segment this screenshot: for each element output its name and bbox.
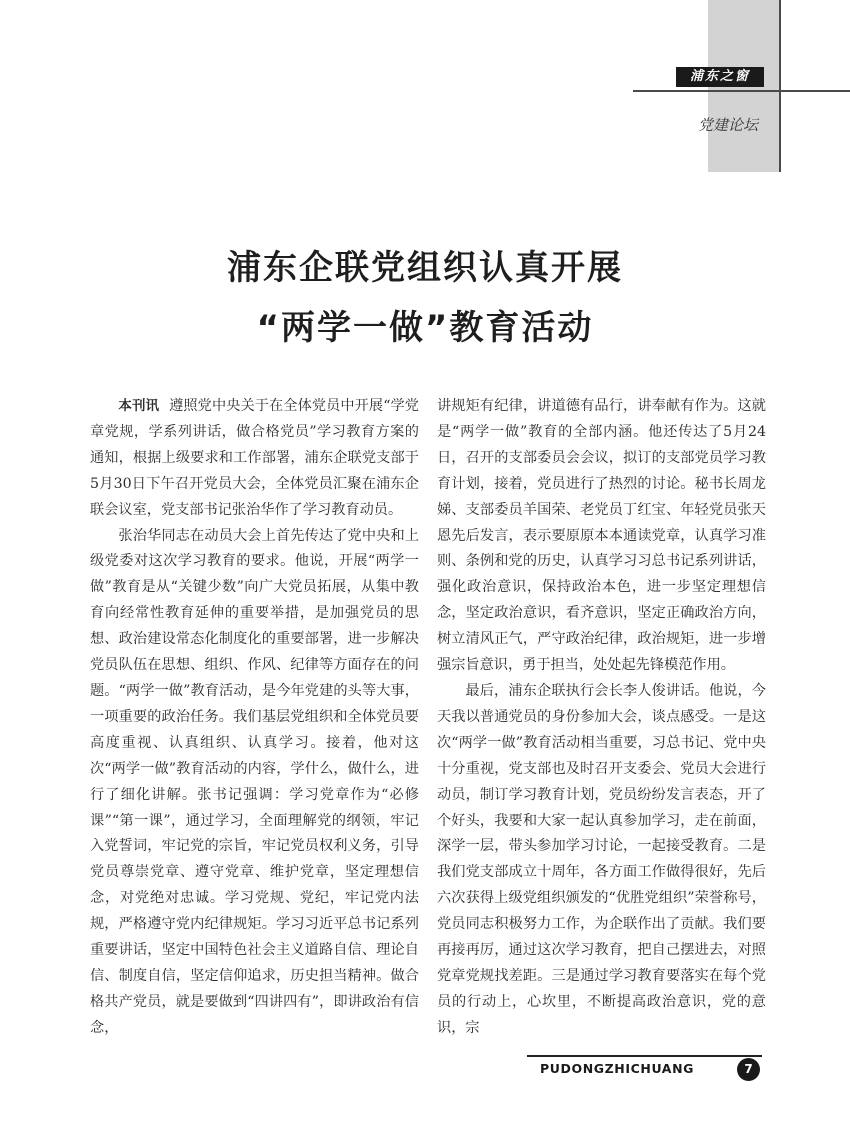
page-number-badge: 7 <box>737 1058 760 1081</box>
header-vertical-rule <box>779 0 781 172</box>
article-column-left <box>90 394 419 1042</box>
article-kicker: 本刊讯 <box>118 398 160 414</box>
article-paragraph: 最后，浦东企联执行会长李人俊讲话。他说，今天我以普通党员的身份参加大会，谈点感受。一是这次“两学一做”教育活动相当重要，习总书记、党中央十分重视，党支部也及时召开支委会、党员大会进行动员，制订学习教育计划，党员纷纷发言表态，开了个好头，我要和大家一起认真参加学习，走在前面，深学一层，带头参加学习讨论，一起接受教育。二是我们党支部成立十周年，各方面工作做得很好，先后六次获得上级党组织颁发的“优胜党组织”荣誉称号，党员同志积极努力工作，为企联作出了贡献。我们要再接再厉，通过这次学习教育，把自己摆进去，对照党章党规找差距。三是通过学习教育要落实在每个党员的行动上，心坎里，不断提高政治意识，党的意识，宗 <box>437 682 766 1036</box>
magazine-logo: 浦东之窗 <box>676 67 764 87</box>
article-paragraph-text: 遵照党中央关于在全体党员中开展“学党章党规，学系列讲话，做合格党员”学习教育方案的通知，根据上级要求和工作部署，浦东企联党支部于5月30日下午召开党员大会，全体党员汇聚在浦东企联会议室，党支部书记张治华作了学习教育动员。 <box>90 398 419 518</box>
article-paragraph: 张治华同志在动员大会上首先传达了党中央和上级党委对这次学习教育的要求。他说，开展“两学一做”教育是从“关键少数”向广大党员拓展，从集中教育向经常性教育延伸的重要举措，是加强党员的思想、政治建设常态化制度化的重要部署，进一步解决党员队伍在思想、组织、作风、纪律等方面存在的问题。“两学一做”教育活动，是今年党建的头等大事，一项重要的政治任务。我们基层党组织和全体党员要高度重视、认真组织、认真学习。接着，他对这次“两学一做”教育活动的内容，学什么，做什么，进行了细化讲解。张书记强调：学习党章作为“必修课”“第一课”，通过学习，全面理解党的纲领，牢记入党誓词，牢记党的宗旨，牢记党员权利义务，引导党员尊崇党章、遵守党章、维护党章，坚定理想信念，对党绝对忠诚。学习党规、党纪，牢记党内法规，严格遵守党内纪律规矩。学习习近平总书记系列重要讲话，坚定中国特色社会主义道路自信、理论自信、制度自信，坚定信仰追求，历史担当精神。做合格共产党员，就是要做到“四讲四有”，即讲政治有信念， <box>90 527 419 1036</box>
article-title-line2: “两学一做”教育活动 <box>256 308 594 348</box>
article-paragraph <box>90 394 419 524</box>
article-column-right <box>437 394 766 1042</box>
footer-rule <box>527 1055 762 1057</box>
article-paragraph: 讲规矩有纪律，讲道德有品行，讲奉献有作为。这就是“两学一做”教育的全部内涵。他还传达了5月24日，召开的支部委员会会议，拟订的支部党员学习教育计划，接着，党员进行了热烈的讨论。秘书长周龙娣、支部委员羊国荣、老党员丁红宝、年轻党员张天恩先后发言，表示要原原本本通读党章，认真学习准则、条例和党的历史，认真学习习总书记系列讲话，强化政治意识，保持政治本色，进一步坚定理想信念，坚定政治意识，看齐意识，坚定正确政治方向，树立清风正气，严守政治纪律，政治规矩，进一步增强宗旨意识，勇于担当，处处起先锋模范作用。 <box>437 398 766 674</box>
header-horizontal-rule <box>633 90 850 92</box>
section-label: 党建论坛 <box>697 116 758 134</box>
article-title-line1: 浦东企联党组织认真开展 <box>227 248 623 288</box>
footer-brand: PUDONGZHICHUANG <box>540 1061 695 1076</box>
